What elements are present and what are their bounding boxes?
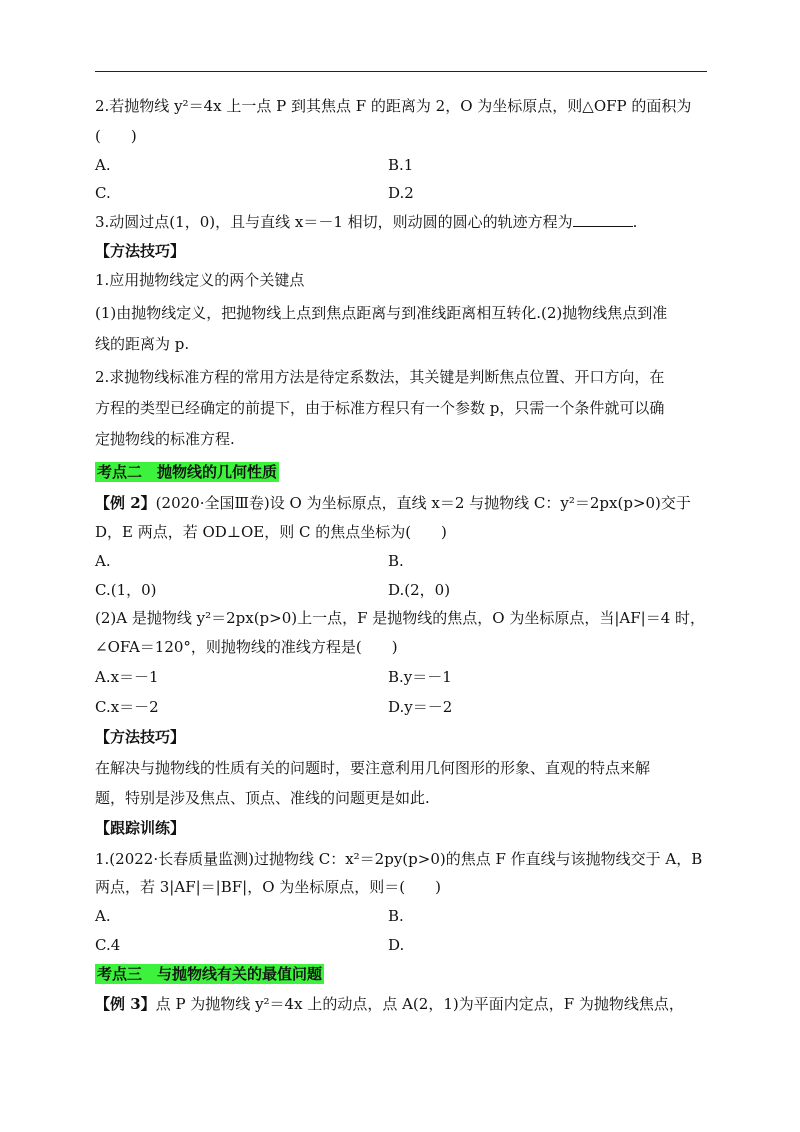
follow-option-d: D. <box>388 936 405 954</box>
ex2-line1-text: (2020·全国Ⅲ卷)设 O 为坐标原点，直线 x＝2 与抛物线 C：y²＝2px(p>0)交于 <box>155 494 691 512</box>
method2-p1: 在解决与抛物线的性质有关的问题时，要注意利用几何图形的形象、直观的特点来解 <box>95 759 651 777</box>
ex2-part2-option-b: B.y＝－1 <box>388 668 452 686</box>
ex2-part2-line2: ∠OFA＝120°，则抛物线的准线方程是( ) <box>95 638 398 656</box>
ex3-stem-line1 <box>95 994 684 1014</box>
method1-p1: 1.应用抛物线定义的两个关键点 <box>95 271 305 289</box>
method1-p4: 2.求抛物线标准方程的常用方法是待定系数法，其关键是判断焦点位置、开口方向，在 <box>95 368 665 386</box>
ex3-label: 【例 3】 <box>95 995 156 1013</box>
follow-option-a: A. <box>95 907 111 925</box>
ex2-option-d: D.(2，0) <box>388 581 451 599</box>
q2-stem: 2.若抛物线 y²＝4x 上一点 P 到其焦点 F 的距离为 2，O 为坐标原点，则△OFP 的面积为 <box>95 97 692 115</box>
section2-heading <box>95 462 279 482</box>
method2-title: 【方法技巧】 <box>95 728 186 746</box>
method1-p2: (1)由抛物线定义，把抛物线上点到焦点距离与到准线距离相互转化.(2)抛物线焦点到准 <box>95 304 668 322</box>
ex2-part2-option-c: C.x＝－2 <box>95 698 159 716</box>
follow-option-c: C.4 <box>95 936 121 954</box>
section3-title: 考点三 与抛物线有关的最值问题 <box>97 965 323 983</box>
q3-end: . <box>632 213 638 231</box>
header-rule <box>95 71 707 72</box>
method1-title: 【方法技巧】 <box>95 242 186 260</box>
follow-stem-line2: 两点，若 3|AF|＝|BF|，O 为坐标原点，则＝( ) <box>95 878 441 896</box>
q2-bracket: ( ) <box>95 127 137 145</box>
section2-title: 考点二 抛物线的几何性质 <box>97 463 278 481</box>
ex3-line1-text: 点 P 为抛物线 y²＝4x 上的动点，点 A(2，1)为平面内定点，F 为抛物线焦点， <box>155 995 684 1013</box>
ex2-option-b: B. <box>388 552 404 570</box>
q2-option-b: B.1 <box>388 156 414 174</box>
method2-p2: 题，特别是涉及焦点、顶点、准线的问题更是如此. <box>95 789 430 807</box>
ex2-label: 【例 2】 <box>95 494 156 512</box>
q2-option-d: D.2 <box>388 184 414 202</box>
q2-option-c: C. <box>95 184 111 202</box>
follow-title: 【跟踪训练】 <box>95 819 186 837</box>
ex2-part2-option-a: A.x＝－1 <box>95 668 159 686</box>
q3-answer-blank <box>573 212 633 227</box>
q2-option-a: A. <box>95 156 111 174</box>
ex2-option-a: A. <box>95 552 111 570</box>
method1-p3: 线的距离为 p. <box>95 335 190 353</box>
ex2-stem-line2: D，E 两点，若 OD⊥OE，则 C 的焦点坐标为( ) <box>95 523 447 541</box>
method1-p5: 方程的类型已经确定的前提下，由于标准方程只有一个参数 p，只需一个条件就可以确 <box>95 399 665 417</box>
follow-stem-line1: 1.(2022·长春质量监测)过抛物线 C：x²＝2py(p>0)的焦点 F 作直线与该抛物线交于 A，B <box>95 850 703 868</box>
section3-heading <box>95 964 324 984</box>
q3-text: 3.动圆过点(1，0)，且与直线 x＝－1 相切，则动圆的圆心的轨迹方程为 <box>95 213 573 231</box>
q3-stem <box>95 212 637 232</box>
ex2-part2-option-d: D.y＝－2 <box>388 698 453 716</box>
ex2-stem-line1 <box>95 493 691 513</box>
method1-p6: 定抛物线的标准方程. <box>95 430 235 448</box>
ex2-part2-line1: (2)A 是抛物线 y²＝2px(p>0)上一点，F 是抛物线的焦点，O 为坐标原点，当|AF|＝4 时， <box>95 609 706 627</box>
ex2-option-c: C.(1，0) <box>95 581 157 599</box>
follow-option-b: B. <box>388 907 404 925</box>
